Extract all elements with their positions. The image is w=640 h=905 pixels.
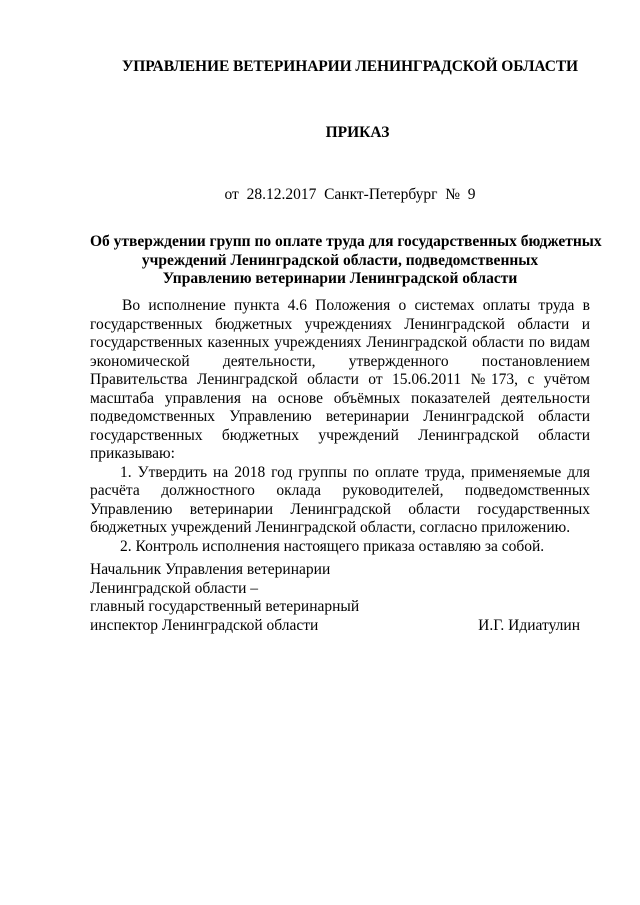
- subject-line: Об утверждении групп по оплате труда для государственных бюджетных: [90, 233, 602, 250]
- signatory-title-line: Ленинградской области –: [90, 579, 259, 597]
- signatory-title-line: главный государственный ветеринарный: [90, 598, 360, 615]
- subject-line: Управлению ветеринарии Ленинградской области: [162, 270, 518, 287]
- order-item-1: 1. Утвердить на 2018 год группы по оплате труда, применяемые для расчёта должностного оклада руководителей, подведомственных Управлению ветеринарии Ленинградской области государственных бюджетных учреждений Ленинградской области, согласно приложению.: [90, 463, 590, 536]
- document-date-line: [0, 186, 640, 204]
- organization-title: УПРАВЛЕНИЕ ВЕТЕРИНАРИИ ЛЕНИНГРАДСКОЙ ОБЛАСТИ: [121, 58, 579, 75]
- document-type: ПРИКАЗ: [325, 124, 390, 141]
- document-number: 9: [467, 186, 476, 203]
- signatory-title-line: Начальник Управления ветеринарии: [90, 561, 331, 578]
- order-item-2: 2. Контроль исполнения настоящего приказа оставляю за собой.: [120, 537, 545, 555]
- number-sign: №: [445, 186, 461, 203]
- document-body: [90, 297, 590, 556]
- document-subject: [90, 233, 602, 289]
- signatory-last-line: [90, 617, 590, 636]
- signatory-title-line: инспектор Ленинградской области: [90, 616, 319, 634]
- date-prefix: от: [224, 186, 239, 203]
- signatory-name: И.Г. Идиатулин: [478, 616, 580, 634]
- signature-block: [90, 561, 590, 635]
- document-place: Санкт-Петербург: [324, 186, 438, 203]
- document-date: 28.12.2017: [246, 186, 317, 203]
- subject-line: учреждений Ленинградской области, подведомственных: [141, 251, 539, 269]
- preamble-paragraph: Во исполнение пункта 4.6 Положения о системах оплаты труда в государственных бюджетных учреждениях Ленинградской области и государственных казенных учреждениях Ленинградской области по видам экономической деятельности, утвержденного постановлением Правительства Ленинградской области от 15.06.2011 №173, с учётом масштаба управления на основе объёмных показателей деятельности подведомственных Управлению ветеринарии Ленинградской области государственных бюджетных учреждений Ленинградской области приказываю:: [90, 297, 590, 462]
